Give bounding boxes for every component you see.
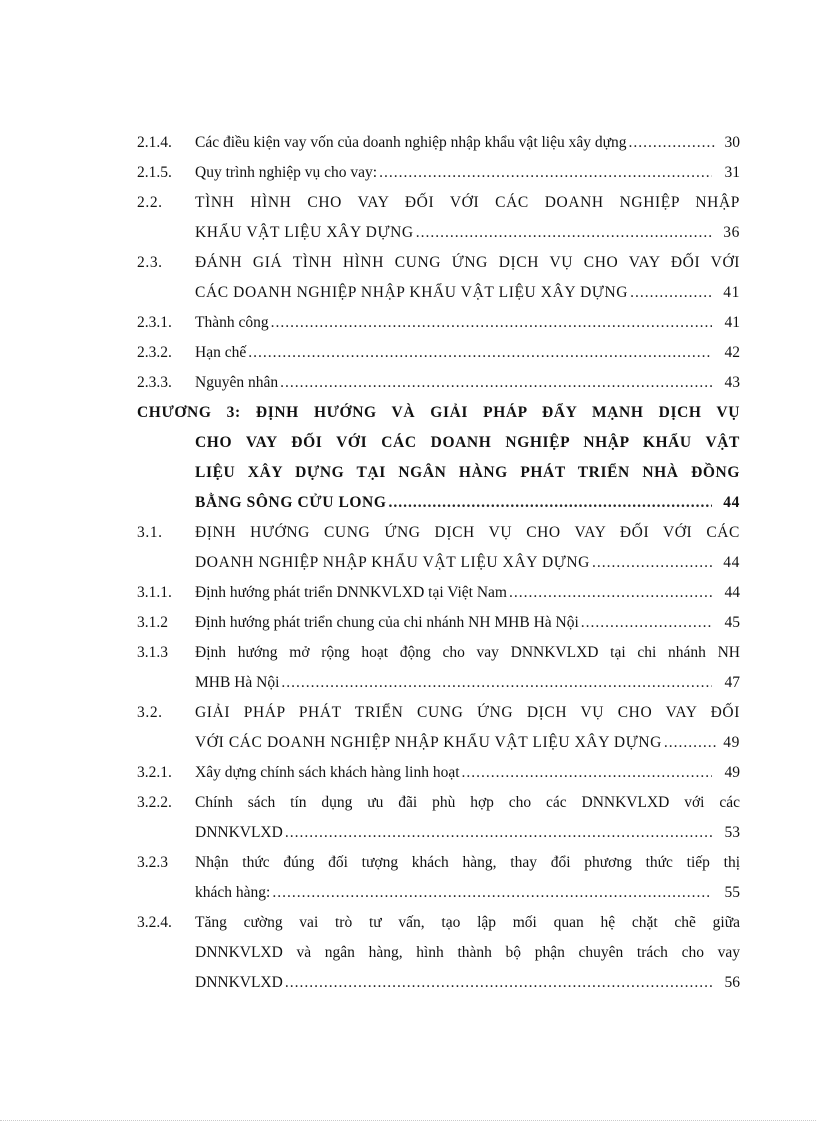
entry-title-cont: VỚI CÁC DOANH NGHIỆP NHẬP KHẨU VẬT LIỆU XÂY DỰNG <box>195 734 662 751</box>
entry-number: 3.1. <box>137 524 163 541</box>
entry-number: 2.3.2. <box>137 344 172 361</box>
entry-title: GIẢI PHÁP PHÁT TRIỂN CUNG ỨNG DỊCH VỤ CHO VAY ĐỐI <box>195 704 740 721</box>
entry-title: Định hướng mở rộng hoạt động cho vay DNNKVLXD tại chi nhánh NH <box>195 644 740 661</box>
page-number: 36 <box>723 224 740 241</box>
page-number: 47 <box>724 674 740 691</box>
entry-title: Chính sách tín dụng ưu đãi phù hợp cho các DNNKVLXD với các <box>195 794 740 811</box>
entry-title: Các điều kiện vay vốn của doanh nghiệp nhập khẩu vật liệu xây dựng <box>195 134 627 151</box>
page-number: 42 <box>724 344 740 361</box>
toc-entry[interactable] <box>137 188 740 248</box>
page-number: 56 <box>724 974 740 991</box>
toc-entry[interactable] <box>137 608 740 638</box>
page-number: 44 <box>723 554 740 571</box>
table-of-contents <box>137 128 740 998</box>
entry-number: 2.1.5. <box>137 164 172 181</box>
chapter-title-cont: CHO VAY ĐỐI VỚI CÁC DOANH NGHIỆP NHẬP KHẨU VẬT <box>195 434 740 451</box>
entry-title-cont: DNNKVLXD và ngân hàng, hình thành bộ phận chuyên trách cho vay <box>195 944 740 961</box>
page-number: 45 <box>724 614 740 631</box>
page-number: 44 <box>723 494 740 511</box>
entry-number: 3.2.3 <box>137 854 168 871</box>
page-number: 31 <box>724 164 740 181</box>
entry-number: 3.2.2. <box>137 794 172 811</box>
toc-entry[interactable] <box>137 758 740 788</box>
entry-title: Nguyên nhân <box>195 374 279 391</box>
entry-title: TÌNH HÌNH CHO VAY ĐỐI VỚI CÁC DOANH NGHIỆP NHẬP <box>195 194 740 211</box>
entry-title: Định hướng phát triển chung của chi nhánh NH MHB Hà Nội <box>195 614 579 631</box>
entry-title-cont: khách hàng: <box>195 884 271 901</box>
toc-entry[interactable] <box>137 698 740 758</box>
entry-title: Tăng cường vai trò tư vấn, tạo lập mối quan hệ chặt chẽ giữa <box>195 914 740 931</box>
page-number: 44 <box>724 584 740 601</box>
toc-entry[interactable] <box>137 848 740 908</box>
entry-number: 2.3.3. <box>137 374 172 391</box>
entry-number: 2.3.1. <box>137 314 172 331</box>
entry-number: 3.2.1. <box>137 764 172 781</box>
toc-chapter-entry[interactable] <box>137 398 740 518</box>
entry-title: Hạn chế <box>195 344 247 361</box>
toc-entry[interactable] <box>137 518 740 578</box>
page-number: 55 <box>724 884 740 901</box>
entry-title: ĐÁNH GIÁ TÌNH HÌNH CUNG ỨNG DỊCH VỤ CHO VAY ĐỐI VỚI <box>195 254 740 271</box>
entry-title: Định hướng phát triển DNNKVLXD tại Việt Nam <box>195 584 507 601</box>
toc-entry[interactable] <box>137 158 740 188</box>
toc-entry[interactable] <box>137 368 740 398</box>
entry-number: 2.3. <box>137 254 163 271</box>
toc-entry[interactable] <box>137 578 740 608</box>
toc-entry[interactable] <box>137 128 740 158</box>
page-number: 53 <box>724 824 740 841</box>
entry-number: 2.1.4. <box>137 134 172 151</box>
entry-title: ĐỊNH HƯỚNG CUNG ỨNG DỊCH VỤ CHO VAY ĐỐI VỚI CÁC <box>195 524 740 541</box>
entry-title-cont: KHẨU VẬT LIỆU XÂY DỰNG <box>195 224 414 241</box>
toc-entry[interactable] <box>137 308 740 338</box>
entry-title-cont: MHB Hà Nội <box>195 674 280 691</box>
entry-title-cont: CÁC DOANH NGHIỆP NHẬP KHẨU VẬT LIỆU XÂY DỰNG <box>195 284 629 301</box>
entry-title: Nhận thức đúng đối tượng khách hàng, thay đổi phương thức tiếp thị <box>195 854 740 871</box>
page-number: 43 <box>724 374 740 391</box>
toc-entry[interactable] <box>137 248 740 308</box>
entry-title-cont: DNNKVLXD <box>195 824 283 841</box>
chapter-title-cont: BẰNG SÔNG CỬU LONG <box>195 494 387 511</box>
entry-title: Thành công <box>195 314 269 331</box>
entry-number: 3.1.1. <box>137 584 172 601</box>
entry-title: Xây dựng chính sách khách hàng linh hoạt <box>195 764 460 781</box>
entry-number: 3.2.4. <box>137 914 172 931</box>
page-number: 49 <box>723 734 740 751</box>
entry-title-cont: DNNKVLXD <box>195 974 283 991</box>
entry-number: 3.1.3 <box>137 644 168 661</box>
entry-number: 3.2. <box>137 704 163 721</box>
toc-entry[interactable] <box>137 338 740 368</box>
toc-entry[interactable] <box>137 908 740 998</box>
page-number: 30 <box>724 134 740 151</box>
entry-title-cont: DOANH NGHIỆP NHẬP KHẨU VẬT LIỆU XÂY DỰNG <box>195 554 590 571</box>
entry-number: 3.1.2 <box>137 614 168 631</box>
chapter-title-cont: LIỆU XÂY DỰNG TẠI NGÂN HÀNG PHÁT TRIỂN NHÀ ĐỒNG <box>195 464 740 481</box>
page-number: 41 <box>723 284 740 301</box>
toc-entry[interactable] <box>137 788 740 848</box>
chapter-title: CHƯƠNG 3: ĐỊNH HƯỚNG VÀ GIẢI PHÁP ĐẨY MẠNH DỊCH VỤ <box>137 404 740 421</box>
toc-entry[interactable] <box>137 638 740 698</box>
page-number: 41 <box>724 314 740 331</box>
entry-title: Quy trình nghiệp vụ cho vay: <box>195 164 378 181</box>
page-number: 49 <box>724 764 740 781</box>
entry-number: 2.2. <box>137 194 163 211</box>
